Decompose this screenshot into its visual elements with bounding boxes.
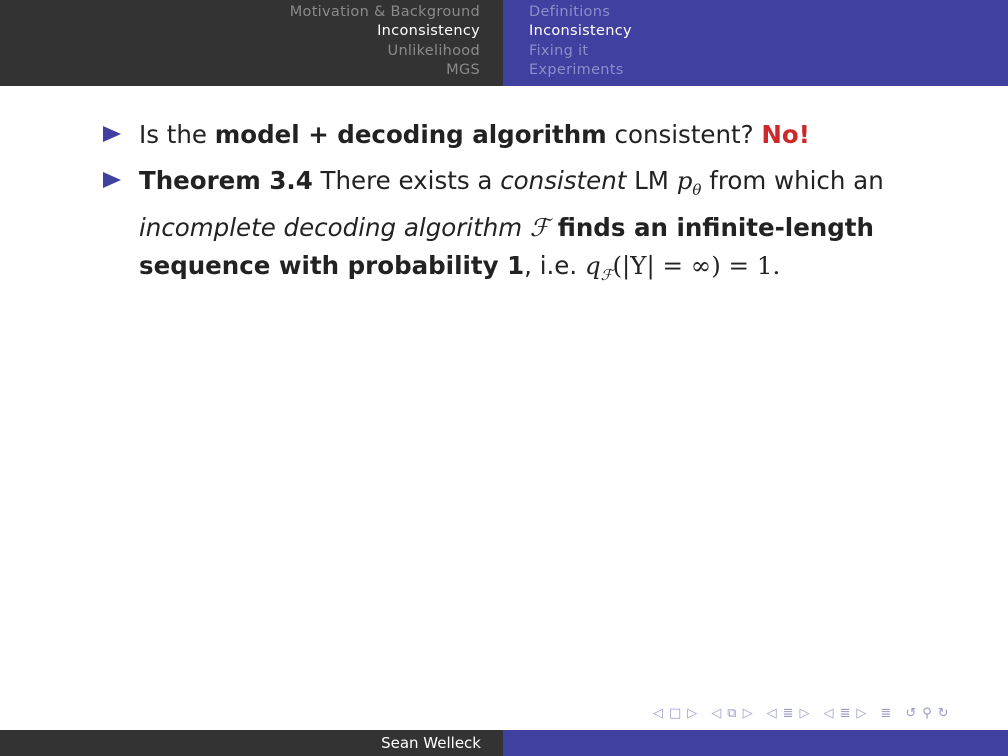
bullet-theorem [103,162,903,295]
bullet-text: There exists a [312,165,501,195]
bullet-text: LM [626,165,677,195]
section-item-inconsistency[interactable]: Inconsistency [377,23,480,40]
alert-text: No! [761,120,810,149]
subsection-item-inconsistency[interactable]: Inconsistency [529,23,632,40]
frame-icon[interactable]: ⧉ [727,706,737,721]
section-list [290,3,480,80]
forward-icon[interactable]: ↻ [937,706,949,721]
math-symbol: ℱ [529,213,550,242]
bullet-triangle-icon [103,172,121,188]
section-icon[interactable]: ≣ [839,706,851,721]
section-item-motivation[interactable]: Motivation & Background [289,4,480,20]
bullet-italic-text: consistent [500,165,627,195]
next-subsection-icon[interactable]: ▷ [799,706,810,721]
next-frame-icon[interactable]: ▷ [742,706,753,721]
bullet-bold-text: finds an infinite-length sequence with probability 1 [139,213,874,280]
subsection-nav-panel [503,0,1008,86]
math-equation: (|Y| = ∞) = 1. [612,250,781,280]
bullet-triangle-icon [103,126,121,142]
math-symbol: p [676,165,693,195]
next-slide-icon[interactable]: ▷ [687,706,698,721]
section-nav-panel [0,0,503,86]
subsection-item-experiments[interactable]: Experiments [529,61,624,78]
next-section-icon[interactable]: ▷ [856,706,867,721]
prev-section-icon[interactable]: ◁ [823,706,834,721]
subsection-item-fixing-it[interactable]: Fixing it [529,42,589,59]
slide-icon[interactable]: □ [669,706,682,721]
section-item-unlikelihood[interactable]: Unlikelihood [387,42,480,59]
subsection-icon[interactable]: ≣ [782,706,794,721]
beamer-nav-controls [650,703,952,725]
bullet-consistency-question [103,116,903,154]
footer-author-panel [0,730,503,756]
section-item-mgs[interactable]: MGS [446,61,480,78]
bullet-text: consistent? [606,120,762,149]
math-symbol: q [584,250,601,280]
slide-content [103,116,903,302]
bullet-text: from which an [701,165,884,195]
prev-frame-icon[interactable]: ◁ [711,706,722,721]
prev-slide-icon[interactable]: ◁ [653,706,663,721]
header-nav [0,0,1008,86]
theorem-label: Theorem 3.4 [139,165,313,195]
prev-subsection-icon[interactable]: ◁ [766,706,777,721]
subsection-item-definitions[interactable]: Definitions [529,4,611,20]
bullet-text: , i.e. [524,250,585,280]
document-icon[interactable]: ≣ [880,706,892,721]
footer-accent-panel [503,730,1008,756]
bullet-italic-text: incomplete decoding algorithm [139,213,530,242]
bullet-bold-text: model + decoding algorithm [214,120,607,149]
math-subscript: ℱ [600,265,613,284]
math-subscript: θ [692,180,702,199]
bullet-text: Is the [139,120,215,149]
search-icon[interactable]: ⚲ [922,706,932,721]
footer [0,730,1008,756]
subsection-list [529,3,632,80]
author-name: Sean Welleck [381,734,481,752]
back-icon[interactable]: ↺ [905,706,917,721]
